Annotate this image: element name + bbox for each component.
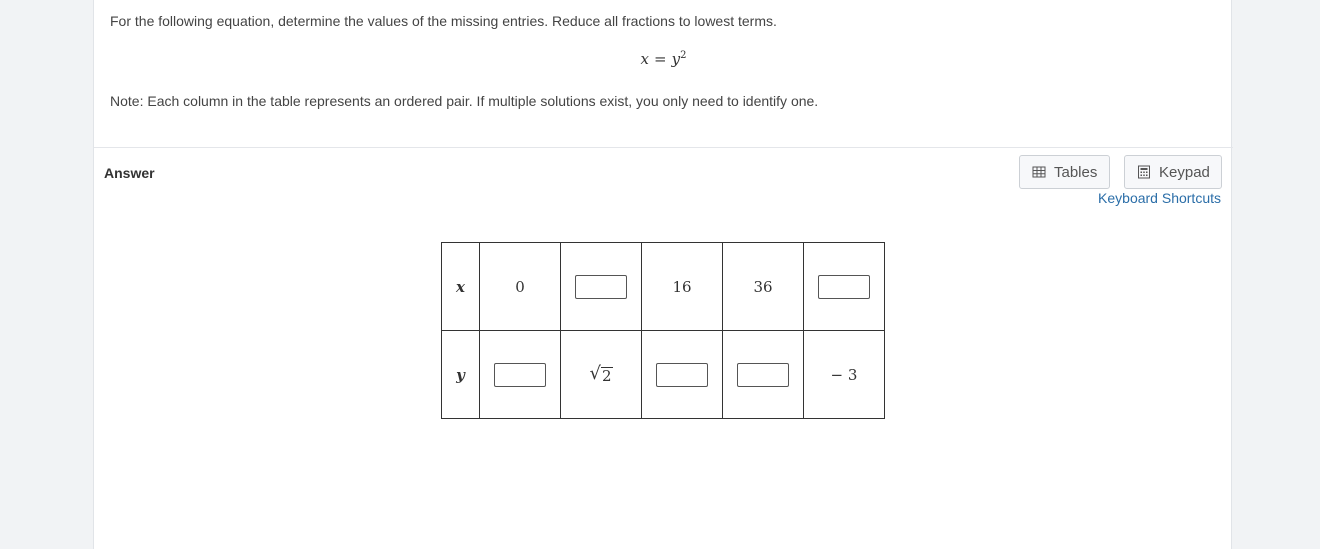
keypad-button[interactable] (1124, 155, 1222, 189)
question-instruction: For the following equation, determine the values of the missing entries. Reduce all fractions to lowest terms. (110, 13, 777, 29)
x-input-5[interactable] (818, 275, 870, 299)
tables-button[interactable] (1019, 155, 1110, 189)
x-value-3: 16 (672, 277, 692, 296)
y-cell-5 (804, 331, 885, 419)
y-cell-4 (723, 331, 804, 419)
ordered-pairs-table (441, 242, 885, 419)
radical-sign: √ (589, 363, 601, 384)
y-cell-1 (480, 331, 561, 419)
y-input-1[interactable] (494, 363, 546, 387)
y-value-5: − 3 (830, 365, 858, 384)
y-input-4[interactable] (737, 363, 789, 387)
y-value-2-sqrt (589, 365, 612, 384)
x-value-4: 36 (753, 277, 773, 296)
y-input-3[interactable] (656, 363, 708, 387)
y-cell-2 (561, 331, 642, 419)
equation-lhs: x (640, 50, 650, 68)
table-row-y (442, 331, 885, 419)
calculator-keypad-icon (1137, 165, 1151, 179)
x-value-1: 0 (515, 277, 525, 296)
keypad-button-label: Keypad (1159, 163, 1210, 181)
answer-label: Answer (104, 165, 155, 181)
y-cell-3 (642, 331, 723, 419)
tables-button-label: Tables (1054, 163, 1098, 181)
section-divider (94, 147, 1233, 148)
row-header-x: x (442, 243, 480, 331)
equation-operator: = (654, 50, 667, 68)
equation-exponent: 2 (680, 50, 687, 61)
question-card (93, 0, 1232, 549)
question-note: Note: Each column in the table represents an ordered pair. If multiple solutions exist, you only need to identify one. (110, 93, 819, 109)
x-cell-2 (561, 243, 642, 331)
x-cell-3 (642, 243, 723, 331)
row-header-y: y (442, 331, 480, 419)
x-cell-1 (480, 243, 561, 331)
x-cell-5 (804, 243, 885, 331)
x-input-2[interactable] (575, 275, 627, 299)
radicand: 2 (601, 367, 612, 385)
table-grid-icon (1032, 165, 1046, 179)
keyboard-shortcuts-link[interactable]: Keyboard Shortcuts (1098, 190, 1221, 206)
x-cell-4 (723, 243, 804, 331)
equation-rhs: y (671, 50, 681, 68)
table-row-x (442, 243, 885, 331)
equation (94, 50, 1233, 68)
